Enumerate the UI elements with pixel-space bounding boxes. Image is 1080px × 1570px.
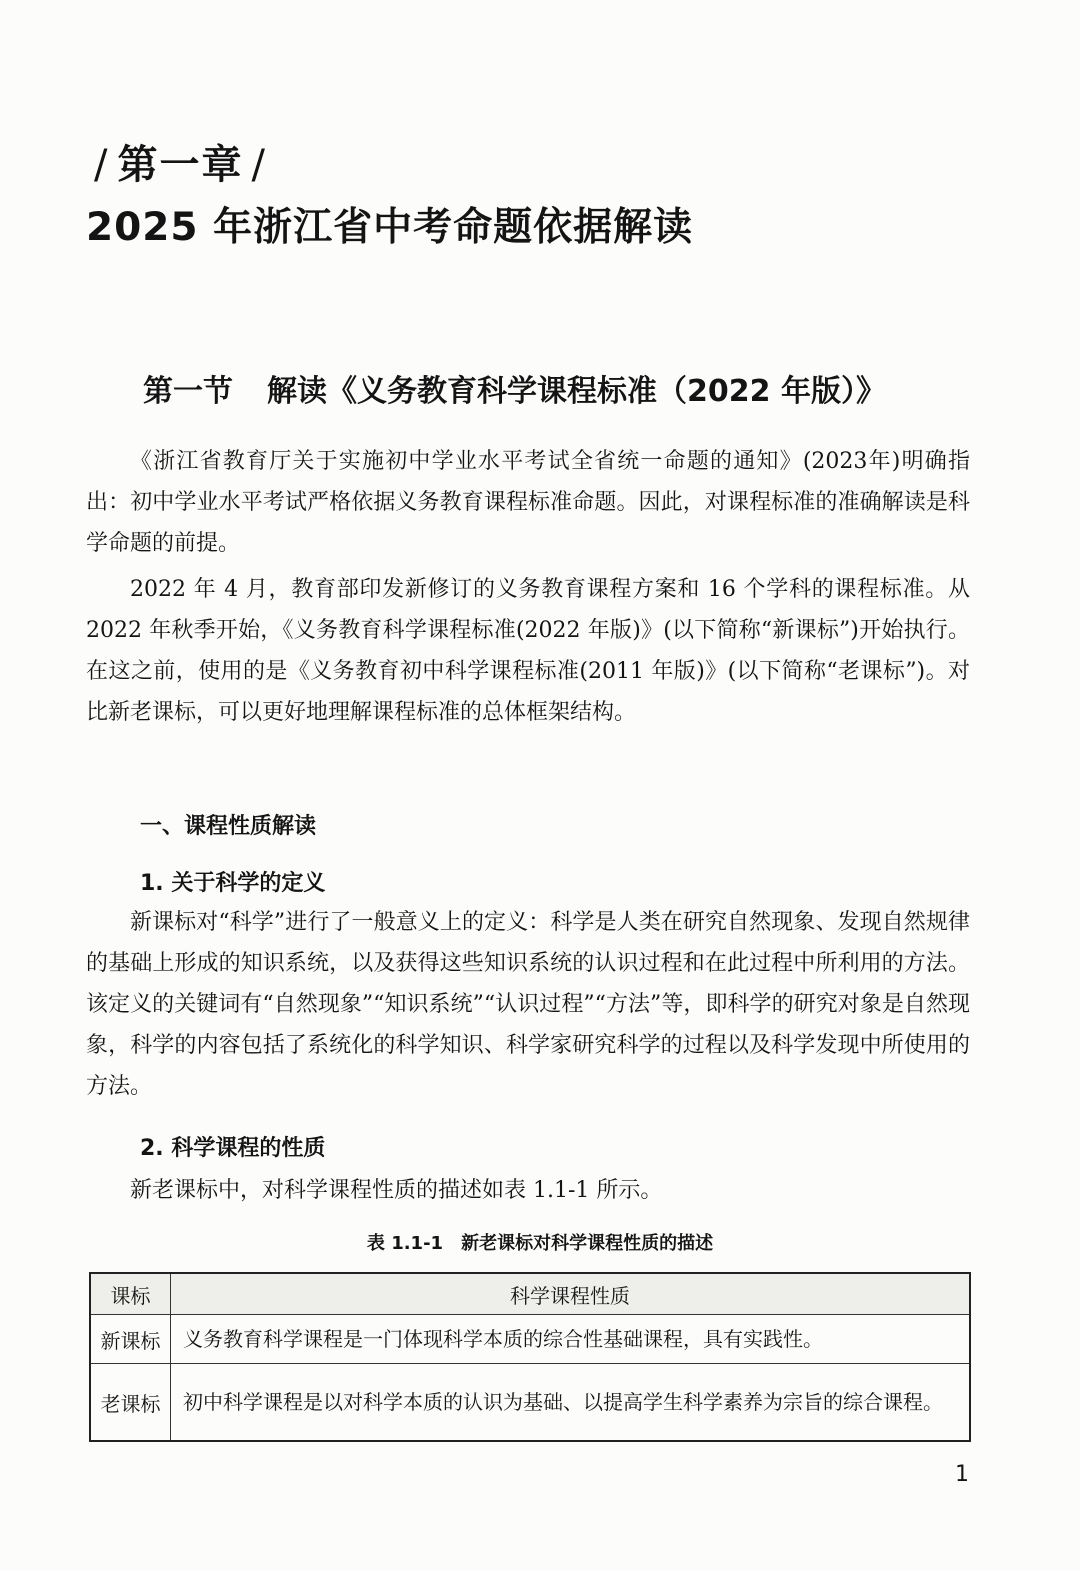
- chapter-slash-left: /: [94, 142, 110, 188]
- chapter-number: 第一章: [117, 142, 244, 188]
- section-number: 第一节: [143, 374, 233, 409]
- standards-comparison-table: [89, 1272, 971, 1442]
- section-title: [143, 366, 886, 410]
- heading-course-nature: 一、课程性质解读: [140, 814, 317, 839]
- paragraph-table-reference: 新老课标中，对科学课程性质的描述如表 1.1-1 所示。: [130, 1178, 663, 1203]
- row-desc-new-standard: 义务教育科学课程是一门体现科学本质的综合性基础课程，具有实践性。: [171, 1315, 971, 1364]
- column-header-course-nature: 科学课程性质: [171, 1273, 971, 1315]
- page-number: 1: [955, 1462, 969, 1487]
- row-label-new-standard: 新课标: [90, 1315, 171, 1364]
- table-caption: 表 1.1-1 新老课标对科学课程性质的描述: [366, 1233, 714, 1254]
- heading-science-definition: 1. 关于科学的定义: [140, 871, 326, 896]
- chapter-title: 2025 年浙江省中考命题依据解读: [86, 205, 694, 250]
- table-row: [90, 1315, 970, 1364]
- table-row: [90, 1364, 970, 1442]
- heading-course-properties: 2. 科学课程的性质: [140, 1136, 326, 1161]
- row-desc-old-standard: 初中科学课程是以对科学本质的认识为基础、以提高学生科学素养为宗旨的综合课程。: [171, 1364, 971, 1442]
- paragraph-intro: 《浙江省教育厅关于实施初中学业水平考试全省统一命题的通知》(2023年)明确指出：初中学业水平考试严格依据义务教育课程标准命题。因此，对课程标准的准确解读是科学命题的前提。: [86, 449, 970, 556]
- section-title-text: 解读《义务教育科学课程标准（2022 年版）》: [267, 374, 886, 409]
- paragraph-standards: 2022 年 4 月，教育部印发新修订的义务教育课程方案和 16 个学科的课程标准。从 2022 年秋季开始，《义务教育科学课程标准(2022 年版)》(以下简称“新课标”)开始执行。在这之前，使用的是《义务教育初中科学课程标准(2011 年版)》(以下简称“老课标”)。对比新老课标，可以更好地理解课程标准的总体框架结构。: [86, 577, 970, 725]
- chapter-slash-right: /: [251, 142, 267, 188]
- paragraph-science-definition: 新课标对“科学”进行了一般意义上的定义：科学是人类在研究自然现象、发现自然规律的基础上形成的知识系统，以及获得这些知识系统的认识过程和在此过程中所利用的方法。该定义的关键词有“自然现象”“知识系统”“认识过程”“方法”等，即科学的研究对象是自然现象，科学的内容包括了系统化的科学知识、科学家研究科学的过程以及科学发现中所使用的方法。: [86, 910, 970, 1099]
- row-label-old-standard: 老课标: [90, 1364, 171, 1442]
- column-header-standard: 课标: [90, 1273, 171, 1315]
- chapter-label: [86, 133, 275, 190]
